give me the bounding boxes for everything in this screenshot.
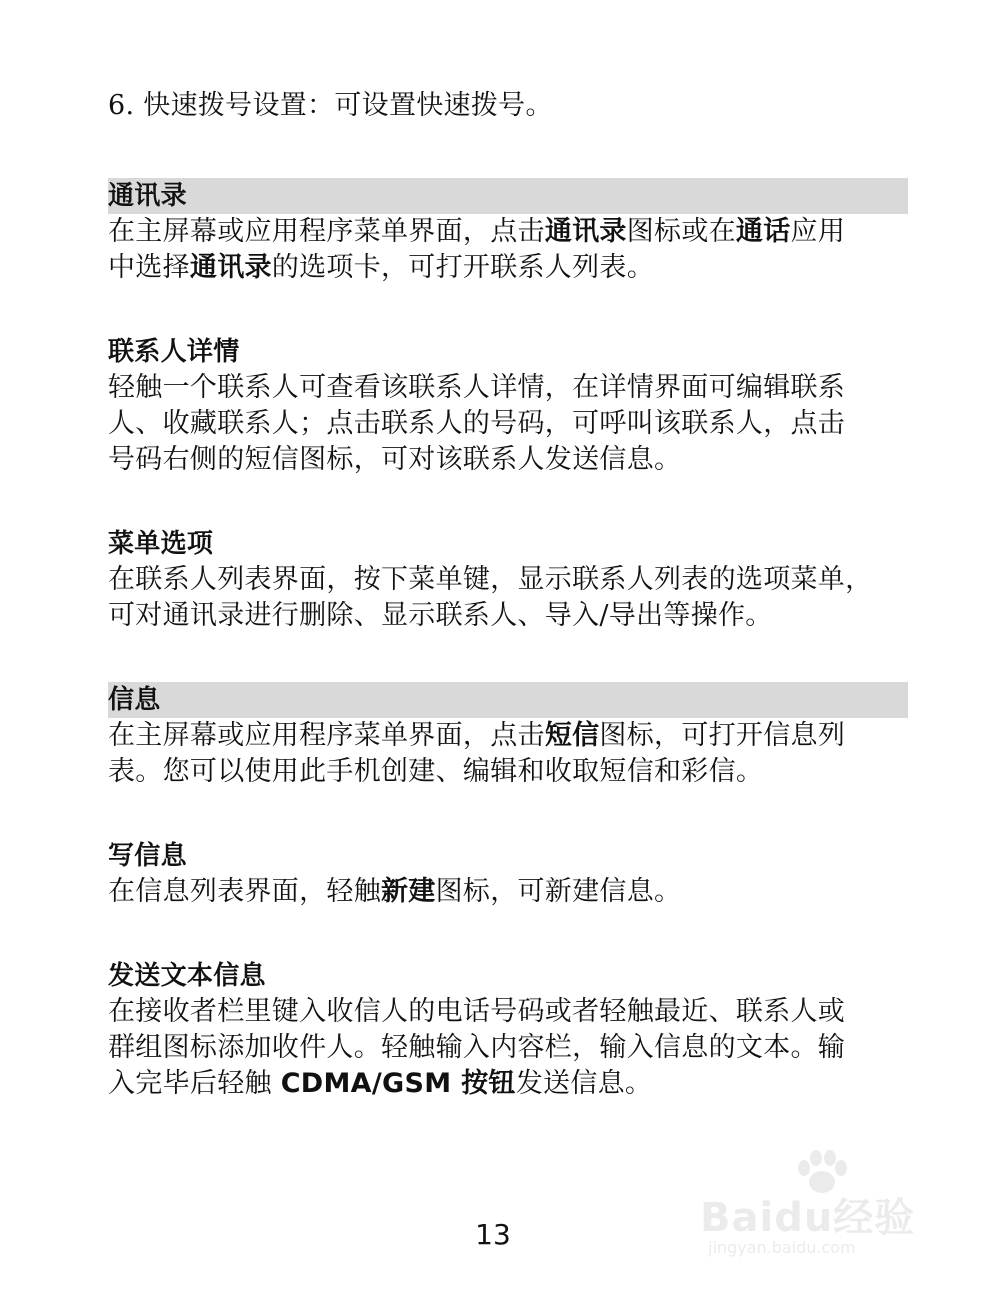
paragraph-line: 号码右侧的短信图标，可对该联系人发送信息。 (108, 444, 682, 475)
watermark (700, 1150, 940, 1260)
list-item-6: 6. 快速拨号设置：可设置快速拨号。 (108, 90, 553, 121)
paragraph-line: 在联系人列表界面，按下菜单键，显示联系人列表的选项菜单， (108, 564, 873, 595)
paragraph-line: 入完毕后轻触 CDMA/GSM 按钮发送信息。 (108, 1068, 653, 1099)
paragraph-line: 可对通讯录进行删除、显示联系人、导入/导出等操作。 (108, 600, 773, 631)
subheading-send-text-message: 发送文本信息 (108, 961, 266, 991)
watermark-url: jingyan.baidu.com (708, 1238, 856, 1257)
section-heading-contacts: 通讯录 (108, 178, 908, 214)
paragraph-line: 人、收藏联系人；点击联系人的号码，可呼叫该联系人，点击 (108, 408, 846, 439)
document-body (108, 88, 908, 1102)
subheading-menu-options: 菜单选项 (108, 529, 214, 559)
paragraph-line: 在信息列表界面，轻触新建图标，可新建信息。 (108, 876, 682, 907)
paragraph-line: 在主屏幕或应用程序菜单界面，点击短信图标，可打开信息列 (108, 720, 846, 751)
paragraph-line: 表。您可以使用此手机创建、编辑和收取短信和彩信。 (108, 756, 764, 787)
page-number: 13 (475, 1218, 511, 1251)
paragraph-line: 群组图标添加收件人。轻触输入内容栏，输入信息的文本。输 (108, 1032, 846, 1063)
watermark-brand: Baidu经验 (700, 1195, 916, 1241)
paragraph-line: 中选择通讯录的选项卡，可打开联系人列表。 (108, 252, 655, 283)
subheading-contact-details: 联系人详情 (108, 337, 240, 367)
subheading-write-message: 写信息 (108, 841, 187, 871)
paragraph-line: 在主屏幕或应用程序菜单界面，点击通讯录图标或在通话应用 (108, 216, 846, 247)
section-heading-messages: 信息 (108, 682, 908, 718)
paragraph-line: 轻触一个联系人可查看该联系人详情，在详情界面可编辑联系 (108, 372, 846, 403)
paragraph-line: 在接收者栏里键入收信人的电话号码或者轻触最近、联系人或 (108, 996, 846, 1027)
